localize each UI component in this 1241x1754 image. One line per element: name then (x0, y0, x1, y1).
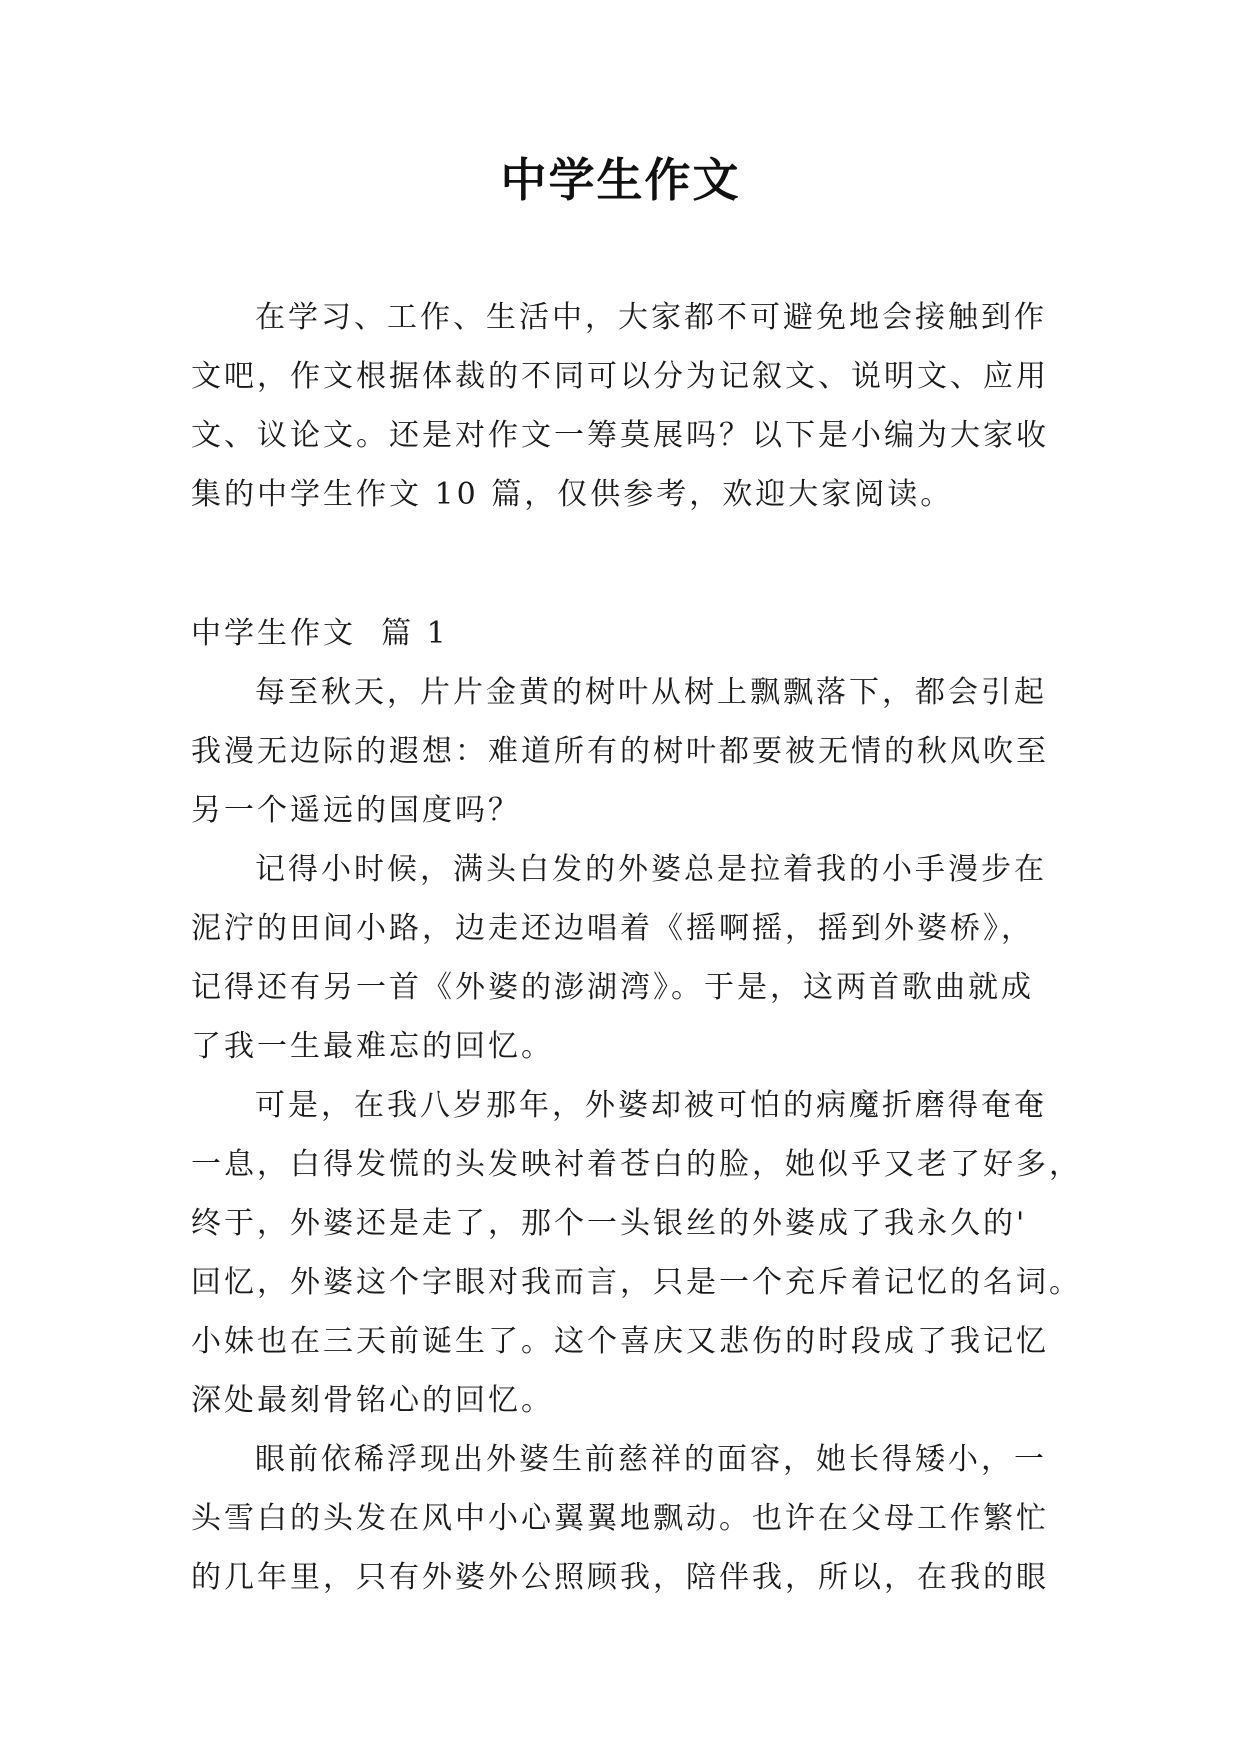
paragraph-line: 在学习、工作、生活中，大家都不可避免地会接触到作 (255, 300, 1047, 335)
section-spacer (191, 524, 1053, 604)
intro-paragraph (191, 288, 1053, 524)
paragraph-line: 记得还有另一首《外婆的澎湖湾》。于是，这两首歌曲就成 (191, 970, 1034, 1005)
paragraph (191, 663, 1053, 840)
paragraph-line: 文、议论文。还是对作文一筹莫展吗？以下是小编为大家收 (191, 418, 1049, 453)
paragraph-line: 眼前依稀浮现出外婆生前慈祥的面容，她长得矮小，一 (255, 1442, 1047, 1477)
paragraph-line: 的几年里，只有外婆外公照顾我，陪伴我，所以，在我的眼 (191, 1560, 1049, 1595)
paragraph-line: 我漫无边际的遐想：难道所有的树叶都要被无情的秋风吹至 (191, 734, 1049, 769)
paragraph-line: 集的中学生作文 10 篇，仅供参考，欢迎大家阅读。 (191, 477, 954, 512)
paragraph-line: 回忆，外婆这个字眼对我而言，只是一个充斥着记忆的名词。 (191, 1265, 1082, 1300)
section-heading: 中学生作文 篇 1 (191, 616, 449, 651)
paragraph (191, 1076, 1082, 1430)
paragraph-line: 终于，外婆还是走了，那个一头银丝的外婆成了我永久的' (191, 1206, 1028, 1241)
paragraph-line: 另一个遥远的国度吗？ (191, 793, 521, 828)
paragraph (191, 1430, 1053, 1607)
paragraph-line: 一息，白得发慌的头发映衬着苍白的脸，她似乎又老了好多， (191, 1147, 1082, 1182)
paragraph-line: 泥泞的田间小路，边走还边唱着《摇啊摇，摇到外婆桥》， (191, 911, 1034, 946)
paragraph-line: 头雪白的头发在风中小心翼翼地飘动。也许在父母工作繁忙 (191, 1501, 1049, 1536)
document-title: 中学生作文 (500, 153, 741, 207)
paragraph (191, 840, 1053, 1076)
paragraph-line: 了我一生最难忘的回忆。 (191, 1029, 554, 1064)
paragraph-line: 深处最刻骨铭心的回忆。 (191, 1383, 554, 1418)
document-body (191, 288, 1082, 1607)
paragraph-line: 每至秋天，片片金黄的树叶从树上飘飘落下，都会引起 (255, 675, 1047, 710)
paragraph-line: 记得小时候，满头白发的外婆总是拉着我的小手漫步在 (255, 852, 1047, 887)
paragraph-line: 小妹也在三天前诞生了。这个喜庆又悲伤的时段成了我记忆 (191, 1324, 1049, 1359)
paragraph-line: 可是，在我八岁那年，外婆却被可怕的病魔折磨得奄奄 (255, 1088, 1047, 1123)
paragraph-line: 文吧，作文根据体裁的不同可以分为记叙文、说明文、应用 (191, 359, 1049, 394)
